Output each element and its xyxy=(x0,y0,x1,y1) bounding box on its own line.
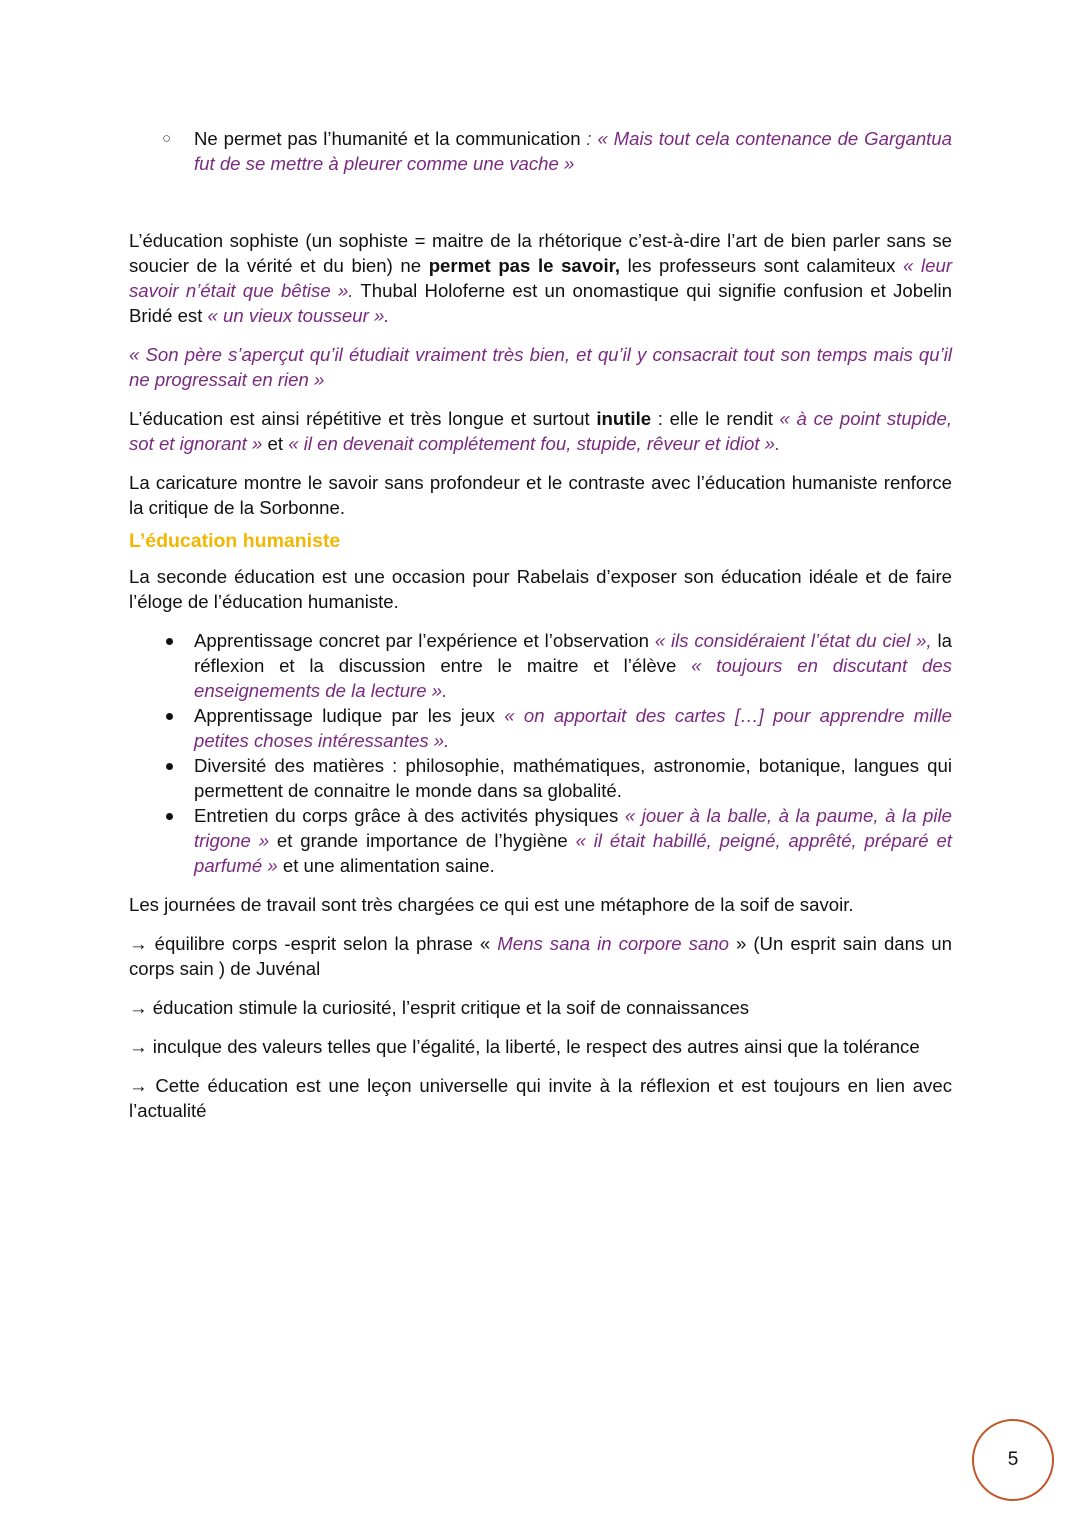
text: et une alimentation saine. xyxy=(277,855,495,876)
text: Diversité des matières : philosophie, mathématiques, astronomie, botanique, langues qui permettent de connaitre le monde dans sa globalité. xyxy=(194,755,952,801)
paragraph-intro: La seconde éducation est une occasion pour Rabelais d’exposer son éducation idéale et de faire l’éloge de l’éducation humaniste. xyxy=(129,566,952,612)
page-number: 5 xyxy=(1007,1449,1019,1470)
quote: « toujours en discutant des enseignements de la lecture ». xyxy=(194,655,952,701)
paragraph-journees: Les journées de travail sont très chargées ce qui est une métaphore de la soif de savoir. xyxy=(129,894,854,915)
quote: « à ce point stupide, sot et ignorant » xyxy=(129,408,952,454)
paragraph-inutile xyxy=(129,406,952,456)
item-quote: « Mais tout cela contenance de Gargantua fut de se mettre à pleurer comme une vache » xyxy=(194,128,953,174)
text: Apprentissage concret par l’expérience et l’observation xyxy=(194,630,655,651)
text: et grande importance de l’hygiène xyxy=(269,830,576,851)
text: » (Un esprit sain dans un corps sain ) de Juvénal xyxy=(129,933,952,979)
quote: « jouer à la balle, à la paume, à la pile trigone » xyxy=(194,805,952,851)
item-text: Ne permet pas l’humanité et la communication xyxy=(194,128,581,149)
text: Entretien du corps grâce à des activités physiques xyxy=(194,805,625,826)
arrow-paragraph: → éducation stimule la curiosité, l’esprit critique et la soif de connaissances xyxy=(129,997,750,1018)
quote: « leur savoir n’était que bêtise ». xyxy=(129,255,953,301)
bullet-dot-icon xyxy=(166,638,173,645)
hollow-circle-bullet-icon: ○ xyxy=(162,130,172,147)
text: → équilibre corps -esprit selon la phrase « xyxy=(129,933,498,954)
sub-list-item xyxy=(129,126,952,176)
list-item xyxy=(129,628,952,703)
quote: « il était habillé, peigné, apprêté, préparé et parfumé » xyxy=(194,830,952,876)
arrow-paragraph xyxy=(129,931,952,981)
list-item xyxy=(129,703,952,753)
bullet-dot-icon xyxy=(166,813,173,820)
text: : elle le rendit xyxy=(651,408,780,429)
quote: « ils considéraient l’état du ciel », xyxy=(654,630,932,651)
quote-paragraph: « Son père s’aperçut qu’il étudiait vraiment très bien, et qu’il y consacrait tout son temps mais qu’il ne progressait en rien » xyxy=(129,344,952,390)
paragraph-sophiste xyxy=(129,228,952,328)
quote: « on apportait des cartes […] pour apprendre mille petites choses intéressantes ». xyxy=(194,705,952,751)
quote: Mens sana in corpore sano xyxy=(497,933,729,954)
bullet-dot-icon xyxy=(166,763,173,770)
text: L’éducation est ainsi répétitive et très longue et surtout xyxy=(129,408,597,429)
page-number-badge xyxy=(972,1419,1054,1501)
document-body xyxy=(129,126,952,1123)
arrow-paragraph: → inculque des valeurs telles que l’égalité, la liberté, le respect des autres ainsi que la tolérance xyxy=(129,1036,920,1057)
separator: : xyxy=(580,128,598,149)
paragraph-caricature: La caricature montre le savoir sans profondeur et le contraste avec l’éducation humaniste renforce la critique de la Sorbonne. xyxy=(129,472,952,518)
text: la réflexion et la discussion entre le maitre et l’élève xyxy=(194,630,952,676)
bold-text: permet pas le savoir, xyxy=(428,255,621,276)
quote: « il en devenait complétement fou, stupide, rêveur et idiot ». xyxy=(288,433,781,454)
bullet-list xyxy=(129,628,952,878)
text: L’éducation sophiste (un sophiste = maitre de la rhétorique c’est-à-dire l’art de bien parler sans se soucier de la vérité et du bien) ne xyxy=(129,230,952,276)
text: Apprentissage ludique par les jeux xyxy=(194,705,505,726)
text: Thubal Holoferne est un onomastique qui signifie confusion et Jobelin Bridé est xyxy=(129,280,953,326)
text: les professeurs sont calamiteux xyxy=(620,255,904,276)
arrow-paragraph: → Cette éducation est une leçon universelle qui invite à la réflexion et est toujours en lien avec l’actualité xyxy=(129,1075,952,1121)
list-item xyxy=(129,803,952,878)
section-heading: L’éducation humaniste xyxy=(129,530,341,552)
list-item xyxy=(129,753,952,803)
bold-text: inutile xyxy=(596,408,652,429)
bullet-dot-icon xyxy=(166,713,173,720)
text: et xyxy=(262,433,289,454)
quote: « un vieux tousseur ». xyxy=(207,305,390,326)
